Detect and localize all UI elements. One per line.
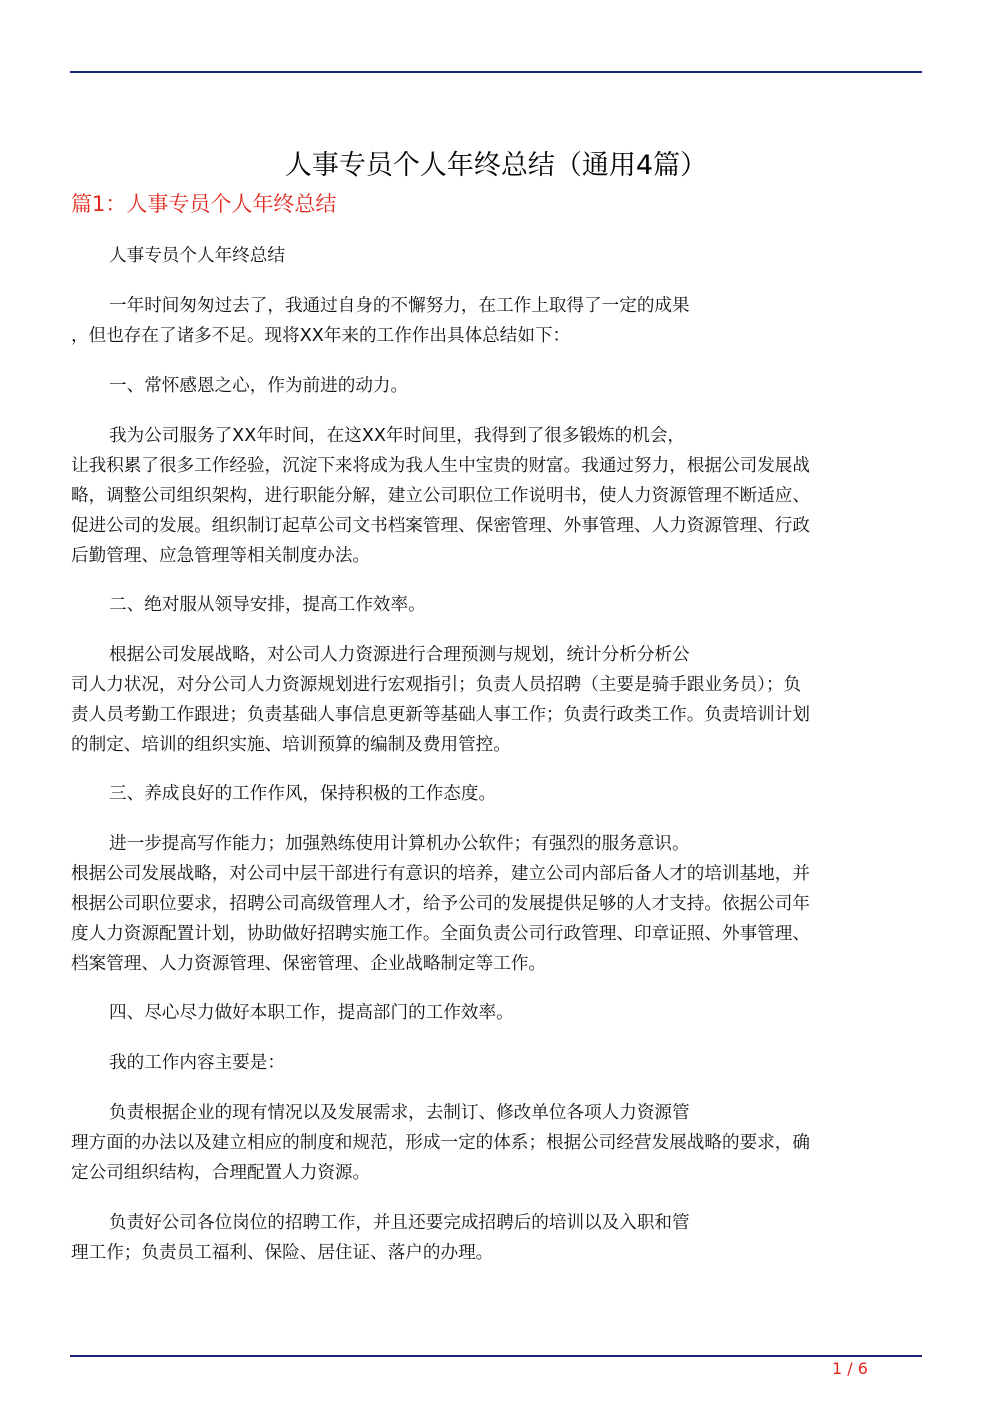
page-number: 1 / 6 <box>832 1359 868 1378</box>
text-line: ，但也存在了诸多不足。现将XX年来的工作作出具体总结如下： <box>71 326 571 346</box>
text-line: 促进公司的发展。组织制订起草公司文书档案管理、保密管理、外事管理、人力资源管理、行政 <box>71 516 810 536</box>
paragraph <box>71 1048 921 1078</box>
text-line: 我为公司服务了XX年时间，在这XX年时间里，我得到了很多锻炼的机会， <box>109 426 686 446</box>
text-line: 根据公司发展战略，对公司中层干部进行有意识的培养，建立公司内部后备人才的培训基地，并 <box>71 864 810 884</box>
text-line: 后勤管理、应急管理等相关制度办法。 <box>71 546 371 566</box>
text-line: 一、常怀感恩之心，作为前进的动力。 <box>109 376 409 396</box>
paragraph <box>71 779 921 809</box>
text-line: 定公司组织结构，合理配置人力资源。 <box>71 1163 371 1183</box>
paragraph <box>71 371 921 401</box>
text-line: 人事专员个人年终总结 <box>109 246 285 266</box>
text-line: 司人力状况，对分公司人力资源规划进行宏观指引；负责人员招聘（主要是骑手跟业务员）；负 <box>71 675 802 695</box>
text-line: 二、绝对服从领导安排，提高工作效率。 <box>109 595 426 615</box>
paragraph <box>71 291 921 351</box>
paragraph <box>71 590 921 620</box>
paragraph <box>71 421 921 571</box>
text-line: 四、尽心尽力做好本职工作，提高部门的工作效率。 <box>109 1003 514 1023</box>
top-rule <box>70 71 922 73</box>
text-line: 三、养成良好的工作作风，保持积极的工作态度。 <box>109 784 497 804</box>
text-line: 负责根据企业的现有情况以及发展需求，去制订、修改单位各项人力资源管 <box>109 1103 690 1123</box>
text-line: 略，调整公司组织架构，进行职能分解，建立公司职位工作说明书，使人力资源管理不断适应、 <box>71 486 810 506</box>
text-line: 责人员考勤工作跟进；负责基础人事信息更新等基础人事工作；负责行政类工作。负责培训计划 <box>71 705 810 725</box>
text-line: 负责好公司各位岗位的招聘工作，并且还要完成招聘后的培训以及入职和管 <box>109 1213 690 1233</box>
text-line: 根据公司职位要求，招聘公司高级管理人才，给予公司的发展提供足够的人才支持。依据公司年 <box>71 894 810 914</box>
text-line: 让我积累了很多工作经验，沉淀下来将成为我人生中宝贵的财富。我通过努力，根据公司发展战 <box>71 456 810 476</box>
text-line: 的制定、培训的组织实施、培训预算的编制及费用管控。 <box>71 735 511 755</box>
text-line: 档案管理、人力资源管理、保密管理、企业战略制定等工作。 <box>71 954 547 974</box>
paragraph <box>71 1098 921 1188</box>
paragraph <box>71 998 921 1028</box>
section-heading: 篇1：人事专员个人年终总结 <box>71 192 337 216</box>
text-line: 我的工作内容主要是： <box>109 1053 285 1073</box>
paragraph <box>71 241 921 271</box>
paragraph <box>71 1208 921 1268</box>
text-line: 根据公司发展战略，对公司人力资源进行合理预测与规划，统计分析分析公 <box>109 645 690 665</box>
text-line: 度人力资源配置计划，协助做好招聘实施工作。全面负责公司行政管理、印章证照、外事管理、 <box>71 924 810 944</box>
text-line: 理方面的办法以及建立相应的制度和规范，形成一定的体系；根据公司经营发展战略的要求，确 <box>71 1133 810 1153</box>
document-title: 人事专员个人年终总结（通用4篇） <box>284 150 708 182</box>
text-line: 一年时间匆匆过去了，我通过自身的不懈努力，在工作上取得了一定的成果 <box>109 296 690 316</box>
text-line: 进一步提高写作能力；加强熟练使用计算机办公软件；有强烈的服务意识。 <box>109 834 690 854</box>
text-line: 理工作；负责员工福利、保险、居住证、落户的办理。 <box>71 1243 494 1263</box>
paragraph <box>71 640 921 760</box>
bottom-rule <box>70 1355 922 1357</box>
paragraph <box>71 829 921 979</box>
